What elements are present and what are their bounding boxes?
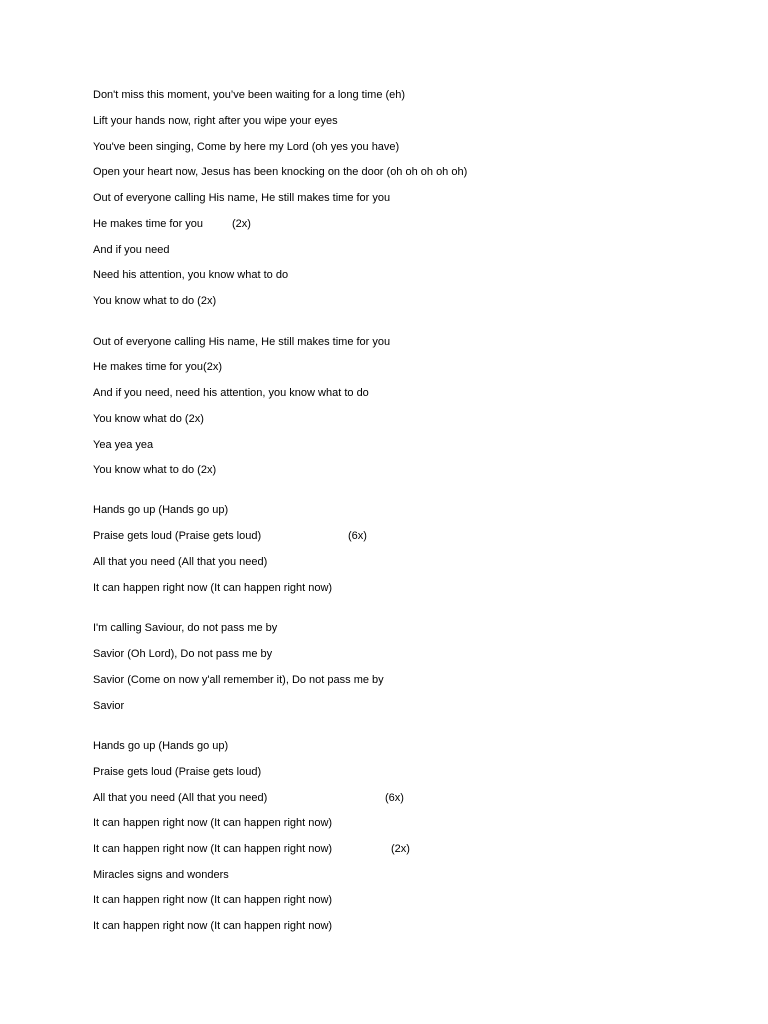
lyric-line: Hands go up (Hands go up) <box>93 740 229 752</box>
lyric-line: He makes time for you(2x) <box>93 361 222 373</box>
lyric-line: You know what do (2x) <box>93 413 204 425</box>
lyric-line: And if you need, need his attention, you know what to do <box>93 387 369 399</box>
lyric-line: And if you need <box>93 244 170 256</box>
lyric-line: You know what to do (2x) <box>93 295 217 307</box>
repeat-note: (6x) <box>348 530 367 542</box>
lyric-line: You know what to do (2x) <box>93 464 217 476</box>
lyric-line: Need his attention, you know what to do <box>93 269 289 281</box>
lyric-line: Praise gets loud (Praise gets loud) <box>93 766 262 778</box>
lyric-line: You've been singing, Come by here my Lord (oh yes you have) <box>93 141 400 153</box>
lyric-line: Lift your hands now, right after you wipe your eyes <box>93 115 338 127</box>
lyric-line: Yea yea yea <box>93 439 154 451</box>
lyric-line: Out of everyone calling His name, He still makes time for you <box>93 336 391 348</box>
lyric-line: Savior <box>93 700 125 712</box>
lyric-line: All that you need (All that you need) <box>93 556 268 568</box>
lyric-line: It can happen right now (It can happen right now) <box>93 582 333 594</box>
repeat-note: (2x) <box>391 843 410 855</box>
lyric-line: Savior (Oh Lord), Do not pass me by <box>93 648 273 660</box>
lyric-line: Don't miss this moment, you’ve been waiting for a long time (eh) <box>93 89 406 101</box>
lyric-line: It can happen right now (It can happen right now) <box>93 843 333 855</box>
lyric-line: Savior (Come on now y'all remember it), Do not pass me by <box>93 674 384 686</box>
lyric-line: It can happen right now (It can happen right now) <box>93 894 333 906</box>
repeat-note: (2x) <box>232 218 251 230</box>
lyric-line: He makes time for you <box>93 218 204 230</box>
lyric-line: Praise gets loud (Praise gets loud) <box>93 530 262 542</box>
lyric-line: Open your heart now, Jesus has been knocking on the door (oh oh oh oh oh) <box>93 166 468 178</box>
repeat-note: (6x) <box>385 792 404 804</box>
lyric-line: Out of everyone calling His name, He still makes time for you <box>93 192 391 204</box>
lyric-line: I'm calling Saviour, do not pass me by <box>93 622 278 634</box>
lyric-line: All that you need (All that you need) <box>93 792 268 804</box>
lyric-line: It can happen right now (It can happen right now) <box>93 817 333 829</box>
lyric-line: Miracles signs and wonders <box>93 869 229 881</box>
lyric-line: Hands go up (Hands go up) <box>93 504 229 516</box>
lyric-line: It can happen right now (It can happen right now) <box>93 920 333 932</box>
